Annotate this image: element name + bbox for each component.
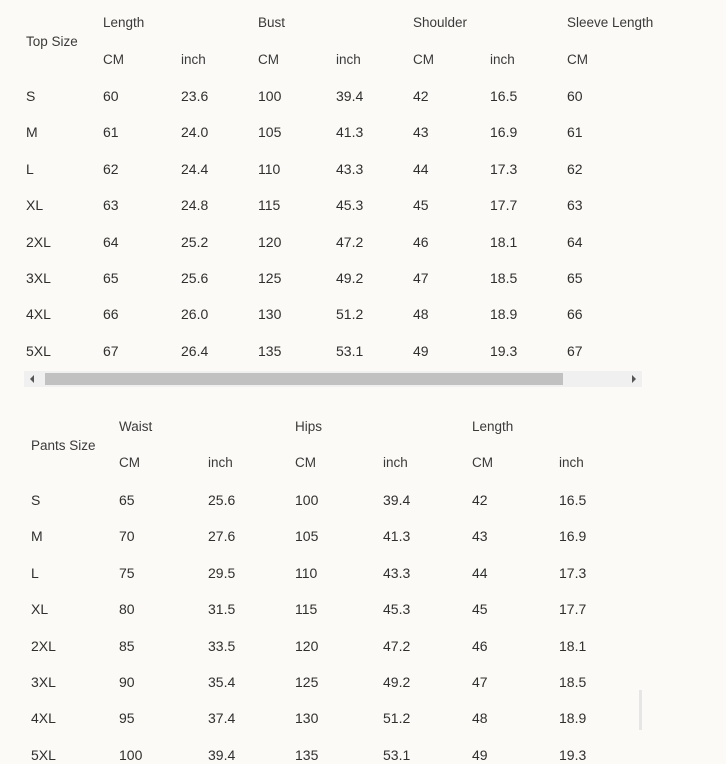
unit-header: inch [181, 52, 206, 67]
table-cell: 47.2 [383, 638, 411, 654]
unit-header: CM [472, 455, 493, 470]
table-cell: 70 [119, 528, 135, 544]
table-cell: 16.5 [559, 492, 587, 508]
table-cell: 62 [567, 161, 583, 177]
unit-header: CM [103, 52, 124, 67]
table-cell: 125 [295, 674, 319, 690]
size-label: 2XL [31, 638, 56, 654]
table-cell: 60 [103, 88, 119, 104]
size-label: S [26, 88, 36, 104]
table-cell: 18.9 [559, 710, 587, 726]
scroll-left-button[interactable] [24, 371, 40, 387]
row-header-label: Top Size [26, 34, 78, 49]
table-cell: 17.7 [490, 197, 518, 213]
triangle-left-icon [30, 375, 34, 383]
table-cell: 53.1 [336, 343, 364, 359]
table-cell: 47 [472, 674, 488, 690]
table-cell: 39.4 [208, 747, 236, 763]
table-cell: 18.9 [490, 306, 518, 322]
unit-header: inch [559, 455, 584, 470]
table-cell: 44 [472, 565, 488, 581]
unit-header: CM [413, 52, 434, 67]
table-cell: 64 [567, 234, 583, 250]
table-cell: 25.6 [181, 270, 209, 286]
unit-header: inch [208, 455, 233, 470]
column-group-header: Length [103, 15, 145, 30]
table-cell: 67 [567, 343, 583, 359]
table-cell: 29.5 [208, 565, 236, 581]
scroll-right-button[interactable] [626, 371, 642, 387]
table-cell: 130 [295, 710, 319, 726]
size-label: XL [31, 601, 49, 617]
unit-header: inch [336, 52, 361, 67]
table-cell: 16.5 [490, 88, 518, 104]
table-cell: 46 [472, 638, 488, 654]
table-cell: 48 [472, 710, 488, 726]
table-cell: 17.3 [490, 161, 518, 177]
unit-header: CM [295, 455, 316, 470]
table-cell: 120 [295, 638, 319, 654]
column-group-header: Hips [295, 419, 323, 434]
table-cell: 45 [413, 197, 429, 213]
unit-header: inch [490, 52, 515, 67]
size-label: M [26, 124, 38, 140]
column-group-header: Shoulder [413, 15, 468, 30]
table-cell: 85 [119, 638, 135, 654]
table-cell: 100 [258, 88, 282, 104]
table-cell: 66 [103, 306, 119, 322]
table-cell: 115 [258, 197, 281, 213]
table-cell: 44 [413, 161, 429, 177]
table-cell: 45.3 [383, 601, 411, 617]
table-cell: 61 [103, 124, 119, 140]
table-cell: 65 [119, 492, 135, 508]
size-label: M [31, 528, 43, 544]
table-cell: 16.9 [559, 528, 587, 544]
scrollbar-thumb[interactable] [45, 373, 563, 385]
table-cell: 65 [103, 270, 119, 286]
size-label: L [31, 565, 39, 581]
table-cell: 17.7 [559, 601, 587, 617]
table-cell: 51.2 [336, 306, 364, 322]
table-cell: 130 [258, 306, 282, 322]
table-cell: 100 [119, 747, 143, 763]
table-cell: 49 [413, 343, 429, 359]
table-cell: 19.3 [490, 343, 518, 359]
table-cell: 110 [258, 161, 281, 177]
table-cell: 42 [472, 492, 488, 508]
table-cell: 105 [295, 528, 319, 544]
table-cell: 49.2 [383, 674, 411, 690]
table-cell: 18.1 [559, 638, 587, 654]
size-label: 5XL [31, 747, 56, 763]
table-cell: 43.3 [383, 565, 411, 581]
table-cell: 24.4 [181, 161, 209, 177]
unit-header: CM [119, 455, 140, 470]
column-group-header: Sleeve Length [567, 15, 654, 30]
table-cell: 26.0 [181, 306, 209, 322]
table-cell: 105 [258, 124, 282, 140]
table-cell: 27.6 [208, 528, 236, 544]
unit-header: CM [567, 52, 588, 67]
table-cell: 25.2 [181, 234, 209, 250]
size-label: 3XL [26, 270, 51, 286]
table-cell: 43 [472, 528, 488, 544]
table-cell: 46 [413, 234, 429, 250]
unit-header: CM [258, 52, 279, 67]
table-cell: 43.3 [336, 161, 364, 177]
table-cell: 66 [567, 306, 583, 322]
size-label: 4XL [31, 710, 56, 726]
table-cell: 135 [258, 343, 282, 359]
table-cell: 90 [119, 674, 135, 690]
table-cell: 18.5 [490, 270, 518, 286]
table-cell: 63 [567, 197, 583, 213]
column-group-header: Waist [119, 419, 153, 434]
table-cell: 33.5 [208, 638, 236, 654]
size-label: 3XL [31, 674, 56, 690]
table-cell: 19.3 [559, 747, 587, 763]
table-cell: 75 [119, 565, 135, 581]
size-label: 4XL [26, 306, 51, 322]
column-group-header: Length [472, 419, 514, 434]
table-cell: 65 [567, 270, 583, 286]
table-cell: 51.2 [383, 710, 411, 726]
table-cell: 45.3 [336, 197, 364, 213]
table-cell: 47 [413, 270, 429, 286]
pants-size-table [31, 400, 642, 763]
table-cell: 35.4 [208, 674, 236, 690]
table-cell: 42 [413, 88, 429, 104]
top-size-table-scroll[interactable] [0, 0, 654, 389]
size-label: XL [26, 197, 44, 213]
table-cell: 110 [295, 565, 318, 581]
table-cell: 49 [472, 747, 488, 763]
table-cell: 17.3 [559, 565, 587, 581]
table-cell: 18.1 [490, 234, 518, 250]
table-cell: 120 [258, 234, 282, 250]
table-cell: 16.9 [490, 124, 518, 140]
table-cell: 53.1 [383, 747, 411, 763]
size-label: L [26, 161, 34, 177]
table-cell: 67 [103, 343, 119, 359]
table-cell: 64 [103, 234, 119, 250]
table-cell: 45 [472, 601, 488, 617]
table-cell: 61 [567, 124, 583, 140]
table-cell: 31.5 [208, 601, 236, 617]
table-cell: 100 [295, 492, 319, 508]
table-cell: 115 [295, 601, 318, 617]
size-label: S [31, 492, 41, 508]
table-cell: 60 [567, 88, 583, 104]
table-cell: 41.3 [336, 124, 364, 140]
column-group-header: Bust [258, 15, 286, 30]
unit-header: inch [383, 455, 408, 470]
table-cell: 49.2 [336, 270, 364, 286]
row-header-label: Pants Size [31, 438, 96, 453]
table-cell: 26.4 [181, 343, 209, 359]
table-cell: 24.8 [181, 197, 209, 213]
table-cell: 39.4 [383, 492, 411, 508]
table-cell: 37.4 [208, 710, 236, 726]
table-cell: 24.0 [181, 124, 209, 140]
size-label: 2XL [26, 234, 51, 250]
table-cell: 48 [413, 306, 429, 322]
horizontal-scrollbar[interactable] [24, 371, 642, 387]
table-cell: 18.5 [559, 674, 587, 690]
table-cell: 23.6 [181, 88, 209, 104]
table-cell: 41.3 [383, 528, 411, 544]
table-cell: 95 [119, 710, 135, 726]
size-label: 5XL [26, 343, 51, 359]
table-cell: 80 [119, 601, 135, 617]
table-cell: 63 [103, 197, 119, 213]
vertical-scroll-hint [639, 690, 642, 730]
table-cell: 125 [258, 270, 282, 286]
table-cell: 135 [295, 747, 319, 763]
table-cell: 47.2 [336, 234, 364, 250]
table-cell: 43 [413, 124, 429, 140]
table-cell: 62 [103, 161, 119, 177]
table-cell: 39.4 [336, 88, 364, 104]
triangle-right-icon [632, 375, 636, 383]
table-cell: 25.6 [208, 492, 236, 508]
